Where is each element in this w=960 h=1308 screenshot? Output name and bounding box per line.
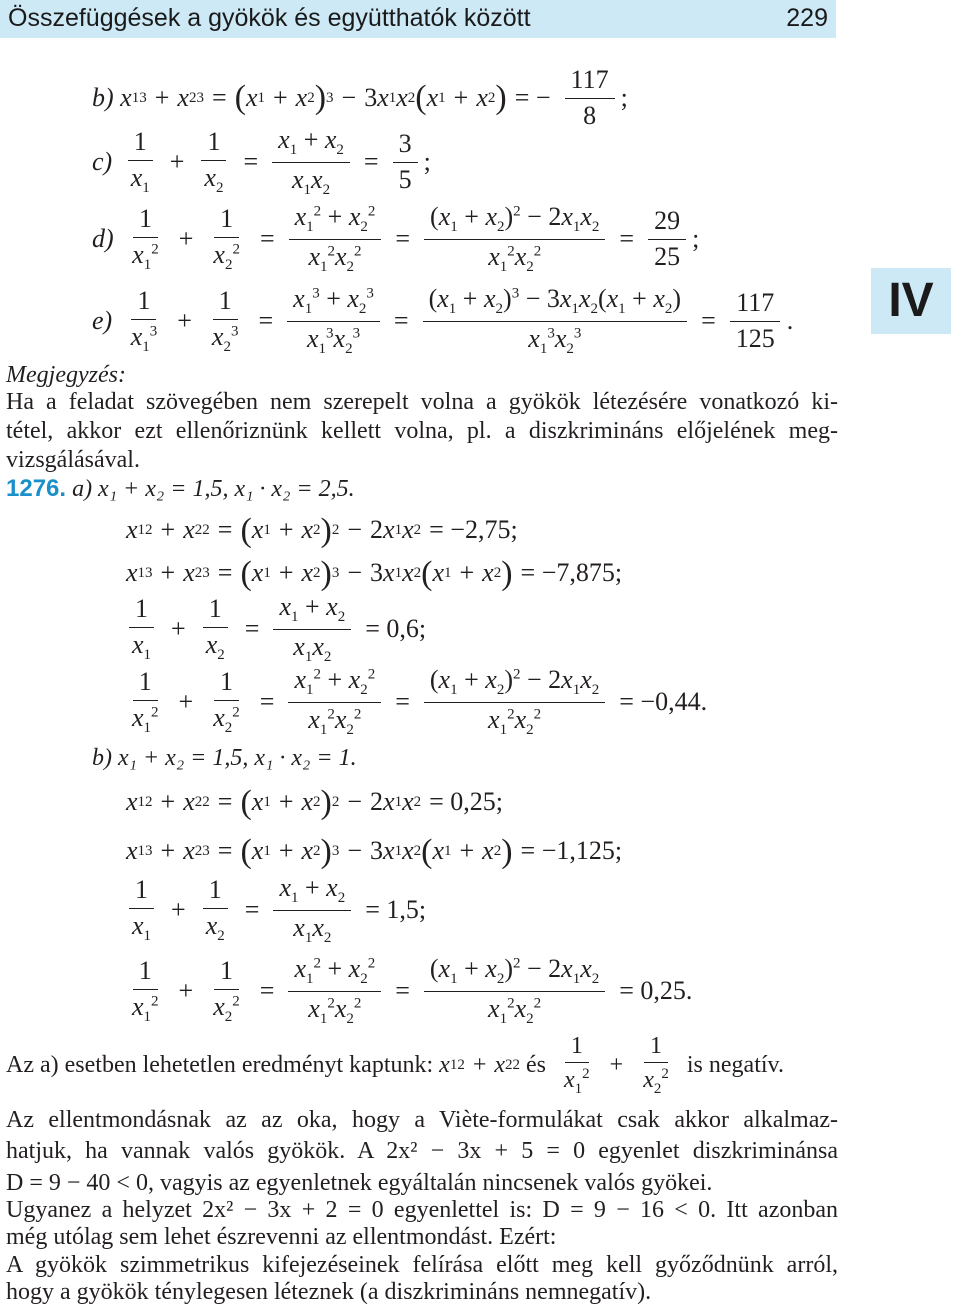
a-line-2: x 1 3 + x 2 3 = ( x 1 + x 2 ) 3 − 3 x 1 x 2 ( x 1 + x 2 ) = −7,875; bbox=[126, 555, 623, 592]
problem-a-head: a) x₁ + x₂ = 1,5, x₁ · x₂ = 2,5. bbox=[72, 476, 355, 502]
conclusion-line-8: hogy a gyökök ténylegesen léteznek (a diszkrimináns nemnegatív). bbox=[6, 1279, 652, 1305]
e-num: 117 bbox=[730, 289, 780, 322]
concl-1a: Az a) esetben lehetetlen eredményt kaptunk: bbox=[6, 1052, 434, 1079]
conclusion-line-1: Az a) esetben lehetetlen eredményt kaptunk: x 1 2 + x 2 2 és $\frac{1}{x_1^2}$ + $\frac{1}{x_2^2}$ is negatív. bbox=[6, 1033, 784, 1098]
label-b: b) bbox=[92, 82, 114, 112]
equation-c: c) $\frac{1}{x_1}$ + $\frac{1}{x_2}$ = $\frac{x_1 + x_2}{x_1x_2}$ = $\frac{3}{5}$ ; bbox=[92, 125, 431, 198]
d-num: 29 bbox=[648, 207, 686, 240]
note-line-2: tétel, akkor ezt ellenőriznünk kellett volna, pl. a diszkrimináns előjelének meg- bbox=[6, 418, 838, 444]
concl-1b: és bbox=[526, 1052, 547, 1079]
equation-e: e) $\frac{1}{x_1^3}$ + $\frac{1}{x_2^3}$ = $\frac{x_1^3 + x_2^3}{x_1^3x_2^3}$ = $\frac{(x_1 + x_2)^3 - 3x_1x_2(x_1 + x_2)}{x_1^3x_2^3}$ = $\frac{117}{125}$ . bbox=[92, 284, 794, 357]
page-header bbox=[0, 0, 836, 38]
b-line-2: x 1 3 + x 2 3 = ( x 1 + x 2 ) 3 − 3 x 1 x 2 ( x 1 + x 2 ) = −1,125; bbox=[126, 833, 623, 870]
note-heading: Megjegyzés: bbox=[6, 362, 126, 388]
a3-result: = 0,6; bbox=[365, 613, 427, 643]
label-d: d) bbox=[92, 223, 114, 253]
label-e: e) bbox=[92, 305, 113, 335]
b-end: ; bbox=[620, 82, 628, 112]
conclusion-line-3: hatjuk, ha vannak valós gyökök. A 2x² − 3x + 5 = 0 egyenlet diszkriminánsa bbox=[6, 1138, 838, 1164]
b-line-3: $\frac{1}{x_1}$ + $\frac{1}{x_2}$ = $\frac{x_1 + x_2}{x_1x_2}$ = 1,5; bbox=[120, 874, 434, 946]
b1-result: = 0,25; bbox=[429, 787, 504, 817]
a-line-4: $\frac{1}{x_1^2}$ + $\frac{1}{x_2^2}$ = $\frac{x_1^2 + x_2^2}{x_1^2x_2^2}$ = $\frac{(x_1 + x_2)^2 - 2x_1x_2}{x_1^2x_2^2}$ = −0,44. bbox=[132, 665, 708, 738]
concl-1c: is negatív. bbox=[686, 1052, 784, 1079]
a1-result: = −2,75; bbox=[429, 515, 518, 545]
page-title: Összefüggések a gyökök és együtthatók között bbox=[8, 4, 531, 32]
conclusion-line-5: Ugyanez a helyzet 2x² − 3x + 2 = 0 egyenlettel is: D = 9 − 16 < 0. Itt azonban bbox=[6, 1197, 838, 1223]
conclusion-line-4: D = 9 − 40 < 0, vagyis az egyenletnek egyáltalán nincsenek valós gyökei. bbox=[6, 1170, 713, 1196]
c-den: 5 bbox=[398, 164, 412, 194]
a-line-1: x 1 2 + x 2 2 = ( x 1 + x 2 ) 2 − 2 x 1 x 2 = −2,75; bbox=[126, 512, 518, 549]
note-line-1: Ha a feladat szövegében nem szerepelt volna a gyökök létezésére vonatkozó ki- bbox=[6, 389, 838, 415]
e-end: . bbox=[786, 305, 794, 335]
e-den: 125 bbox=[735, 323, 775, 353]
b-head-text: b) x₁ + x₂ = 1,5, x₁ · x₂ = 1. bbox=[92, 745, 357, 771]
chapter-tab: IV bbox=[871, 268, 951, 334]
c-num: 3 bbox=[393, 130, 418, 163]
page-number: 229 bbox=[786, 4, 828, 32]
note-line-3: vizsgálásával. bbox=[6, 447, 140, 473]
c-end: ; bbox=[423, 146, 431, 176]
b-line-1: x 1 2 + x 2 2 = ( x 1 + x 2 ) 2 − 2 x 1 x 2 = 0,25; bbox=[126, 784, 504, 821]
conclusion-line-2: Az ellentmondásnak az az oka, hogy a Viète-formulákat csak akkor alkalmaz- bbox=[6, 1107, 838, 1133]
conclusion-line-6: még utólag sem lehet észrevenni az ellentmondást. Ezért: bbox=[6, 1224, 557, 1250]
a-line-3: $\frac{1}{x_1}$ + $\frac{1}{x_2}$ = $\frac{x_1 + x_2}{x_1x_2}$ = 0,6; bbox=[120, 593, 434, 665]
equation-d: d) $\frac{1}{x_1^2}$ + $\frac{1}{x_2^2}$ = $\frac{x_1^2 + x_2^2}{x_1^2x_2^2}$ = $\frac{(x_1 + x_2)^2 - 2x_1x_2}{x_1^2x_2^2}$ = $\frac{29}{25}$ ; bbox=[92, 202, 700, 275]
b-den: 8 bbox=[583, 100, 597, 130]
d-den: 25 bbox=[654, 241, 681, 271]
d-end: ; bbox=[692, 223, 700, 253]
problem-head bbox=[6, 474, 355, 504]
label-c: c) bbox=[92, 146, 113, 176]
b-num: 117 bbox=[565, 66, 615, 99]
a2-result: = −7,875; bbox=[520, 558, 623, 588]
b4-result: = 0,25. bbox=[619, 975, 693, 1005]
conclusion-line-7: A gyökök szimmetrikus kifejezéseinek felírása előtt meg kell győződnünk arról, bbox=[6, 1252, 838, 1278]
b-line-4: $\frac{1}{x_1^2}$ + $\frac{1}{x_2^2}$ = $\frac{x_1^2 + x_2^2}{x_1^2x_2^2}$ = $\frac{(x_1 + x_2)^2 - 2x_1x_2}{x_1^2x_2^2}$ = 0,25. bbox=[132, 954, 693, 1027]
b2-result: = −1,125; bbox=[520, 836, 623, 866]
b3-result: = 1,5; bbox=[365, 894, 427, 924]
b-rel: = − bbox=[514, 82, 551, 112]
equation-b: b) x 1 3 + x 2 3 = ( x 1 + x 2 ) 3 − 3 x 1 x 2 ( x 1 + x 2 ) = − $\frac{117}{8}$ ; bbox=[92, 65, 628, 130]
problem-number: 1276. bbox=[6, 475, 67, 502]
a4-result: = −0,44. bbox=[619, 686, 708, 716]
problem-b-head bbox=[92, 744, 357, 773]
